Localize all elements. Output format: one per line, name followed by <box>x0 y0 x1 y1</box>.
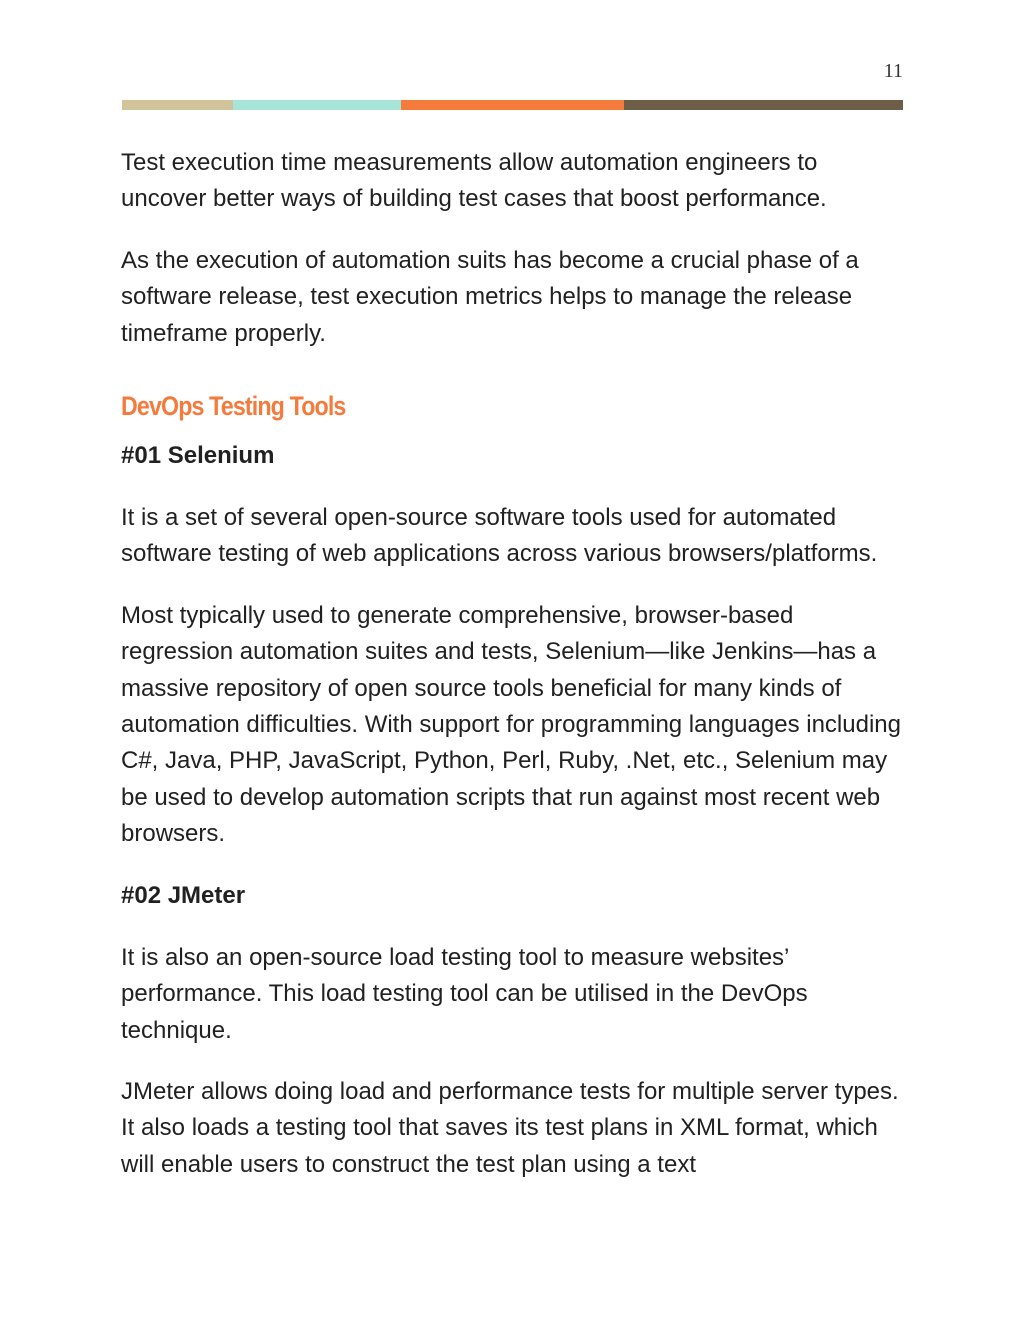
tool-2-title: #02 JMeter <box>121 881 246 909</box>
accent-segment-aqua <box>233 100 401 110</box>
tool-2-paragraph-1: It is also an open-source load testing tool to measure websites’ performance. This load testing tool can be utilised in the DevOps technique. <box>121 943 808 1044</box>
accent-color-bar <box>122 100 903 110</box>
intro-paragraph-2: As the execution of automation suits has become a crucial phase of a software release, test execution metrics helps to manage the release timeframe properly. <box>121 246 859 347</box>
document-body <box>121 145 906 1208</box>
tool-1-paragraph-1: It is a set of several open-source software tools used for automated software testing of web applications across various browsers/platforms. <box>121 504 878 568</box>
accent-segment-tan <box>122 100 233 110</box>
tool-1-title: #01 Selenium <box>121 442 275 470</box>
tool-2-paragraph-2: JMeter allows doing load and performance tests for multiple server types. It also loads a testing tool that saves its test plans in XML format, which will enable users to construct the test plan using a text <box>121 1077 899 1178</box>
section-heading: DevOps Testing Tools <box>121 391 346 422</box>
accent-segment-brown <box>624 100 903 110</box>
page-number: 11 <box>883 60 903 82</box>
accent-segment-orange <box>401 100 624 110</box>
tool-1-paragraph-2: Most typically used to generate comprehensive, browser-based regression automation suites and tests, Selenium—like Jenkins—has a massive repository of open source tools beneficial for many kinds of automation difficulties. With support for programming languages including C#, Java, PHP, JavaScript, Python, Perl, Ruby, .Net, etc., Selenium may be used to develop automation scripts that run against most recent web browsers. <box>121 601 901 848</box>
intro-paragraph-1: Test execution time measurements allow automation engineers to uncover better ways of building test cases that boost performance. <box>121 149 827 213</box>
